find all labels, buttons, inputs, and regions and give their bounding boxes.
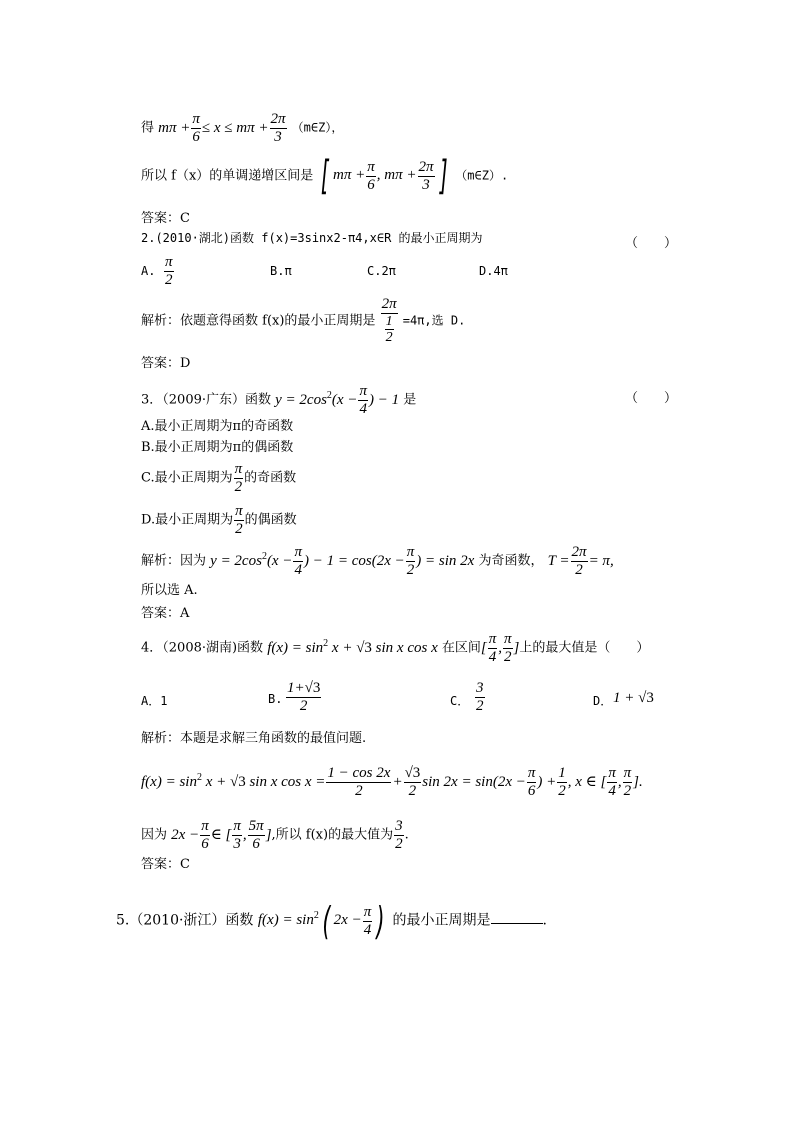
option-a-math: $\frac{\pi}{2}$ [165, 254, 173, 288]
question-4-suffix: 上的最大值是（ ） [519, 640, 650, 656]
analysis-2-prefix: 解析：依题意得函数 f(x)的最小正周期是 [141, 313, 376, 329]
text-mz-2: （m∈Z）. [455, 168, 509, 183]
question-2: 2.(2010·湖北)函数 f(x)=3sinx2-π4,x∈R 的最小正周期为 [141, 231, 483, 245]
answer-4: 答案：C [141, 857, 190, 872]
question-4-mid: 在区间 [441, 640, 481, 656]
option-a-label: A. [141, 264, 156, 278]
option-4d-math: 1 + √3 [613, 690, 654, 706]
option-3b: B.最小正周期为π的偶函数 [141, 440, 294, 455]
solution-line-2 [141, 153, 509, 199]
math-pi-over-2: $\frac{\pi}{2}$ [234, 461, 243, 495]
math-q3-derivation: $y = 2\cos^2(x$ − $\frac{\pi}{4}$ ) − 1 = cos(2x − $\frac{\pi}{2}$ ) = sin 2x [210, 544, 475, 578]
text-de: 得 [141, 120, 155, 136]
math-q4-function: $f(x) = \sin^2 x + √3$ sin x cos x [267, 637, 438, 656]
question-5-prefix: 5.（2010·浙江）函数 [116, 912, 254, 929]
option-4d-label: D． [593, 694, 613, 708]
math-pi-over-2-b: $\frac{\pi}{2}$ [235, 503, 243, 537]
analysis-2-suffix: =4π,选 D. [402, 313, 466, 328]
question-5 [116, 899, 547, 943]
option-3a: A.最小正周期为π的奇函数 [141, 419, 294, 434]
option-4c-label: C． [450, 694, 470, 708]
question-5-suffix: 的最小正周期是 [392, 912, 491, 929]
option-c: C.2π [367, 264, 396, 278]
math-q4-interval: [ $\frac{\pi}{4}$ , $\frac{\pi}{2}$ ] [480, 631, 520, 665]
question-3-analysis [141, 544, 614, 579]
question-4 [141, 631, 649, 666]
analysis-3-prefix: 解析：因为 [141, 553, 207, 569]
option-3c-prefix: C.最小正周期为 [141, 470, 233, 486]
option-3c [141, 461, 296, 496]
option-b: B.π [270, 264, 292, 278]
option-3d-suffix: 的偶函数 [244, 512, 297, 528]
because-prefix: 因为 [141, 827, 168, 843]
solution-line-1 [141, 111, 343, 146]
math-three-halves: $\frac{3}{2}$ [395, 818, 403, 852]
answer-2: 答案：D [141, 356, 191, 371]
question-2-paren: （ ） [625, 236, 678, 251]
answer-blank[interactable] [491, 909, 543, 924]
math-q4-derivation: $f(x) = \sin^2 x + √3$ sin x cos x = $\frac{1 - \cos 2x}{2}$ + $\frac{√3}{2}$ sin 2x = sin(2x − $\frac{\pi}{6}$ ) + $\frac{1}{2}$ , x ∈ [ $\frac{\pi}{4}$ , $\frac{\pi}{2}$ ]. [141, 765, 643, 799]
because-suffix: ,所以 f(x)的最大值为 [271, 827, 394, 843]
math-inequality: mπ + $\frac{\pi}{6}$ ≤ x ≤ mπ + $\frac{2\pi}{3}$ [158, 111, 286, 145]
option-4b-label: B. [268, 692, 283, 706]
question-3-suffix: 是 [403, 392, 417, 408]
option-3d [141, 503, 297, 538]
question-4-derivation [141, 765, 643, 800]
analysis-3-mid: 为奇函数， [478, 553, 544, 569]
answer-1: 答案：C [141, 211, 190, 226]
math-period-fraction: $\frac{2\pi}{\frac{1}{2}}$ [381, 296, 397, 346]
option-4c-math: $\frac{3}{2}$ [476, 680, 484, 714]
question-3 [141, 383, 416, 418]
text-mz: （m∈Z）， [291, 120, 344, 135]
option-4b-math: $\frac{1+√3}{2}$ [287, 680, 321, 714]
text-increasing-interval: 所以 f（x）的单调递增区间是 [141, 168, 314, 184]
question-4-prefix: 4．（2008·湖南)函数 [141, 640, 264, 656]
question-2-analysis [141, 296, 465, 346]
math-q3-period: T = $\frac{2\pi}{2}$ = π, [547, 544, 614, 578]
math-q5-function: $f(x) = \sin^2$( 2x − $\frac{\pi}{4}$ ) [257, 899, 385, 943]
option-3c-suffix: 的奇函数 [244, 470, 297, 486]
question-4-because [141, 818, 409, 853]
question-5-end: . [542, 912, 547, 929]
option-d: D.4π [479, 264, 508, 278]
question-2-options [141, 256, 701, 292]
option-4a: A．1 [141, 694, 168, 708]
because-end: . [404, 827, 409, 843]
answer-3: 答案：A [141, 606, 190, 621]
math-q3-function: $y = 2\cos^2(x$ − $\frac{\pi}{4}$ ) − 1 [275, 383, 400, 417]
math-interval: [ mπ + $\frac{\pi}{6}$ , mπ + $\frac{2\pi}{3}$ ] [321, 153, 448, 199]
question-3-paren: （ ） [625, 391, 678, 406]
question-4-analysis: 解析：本题是求解三角函数的最值问题. [141, 731, 367, 746]
option-3d-prefix: D.最小正周期为 [141, 512, 234, 528]
choose-3: 所以选 A. [141, 583, 198, 598]
question-4-options [141, 680, 701, 720]
question-3-prefix: 3．（2009·广东）函数 [141, 392, 271, 408]
math-q4-range: 2x − $\frac{\pi}{6}$ ∈ [ $\frac{\pi}{3}$ , $\frac{5\pi}{6}$ ] [171, 818, 272, 852]
